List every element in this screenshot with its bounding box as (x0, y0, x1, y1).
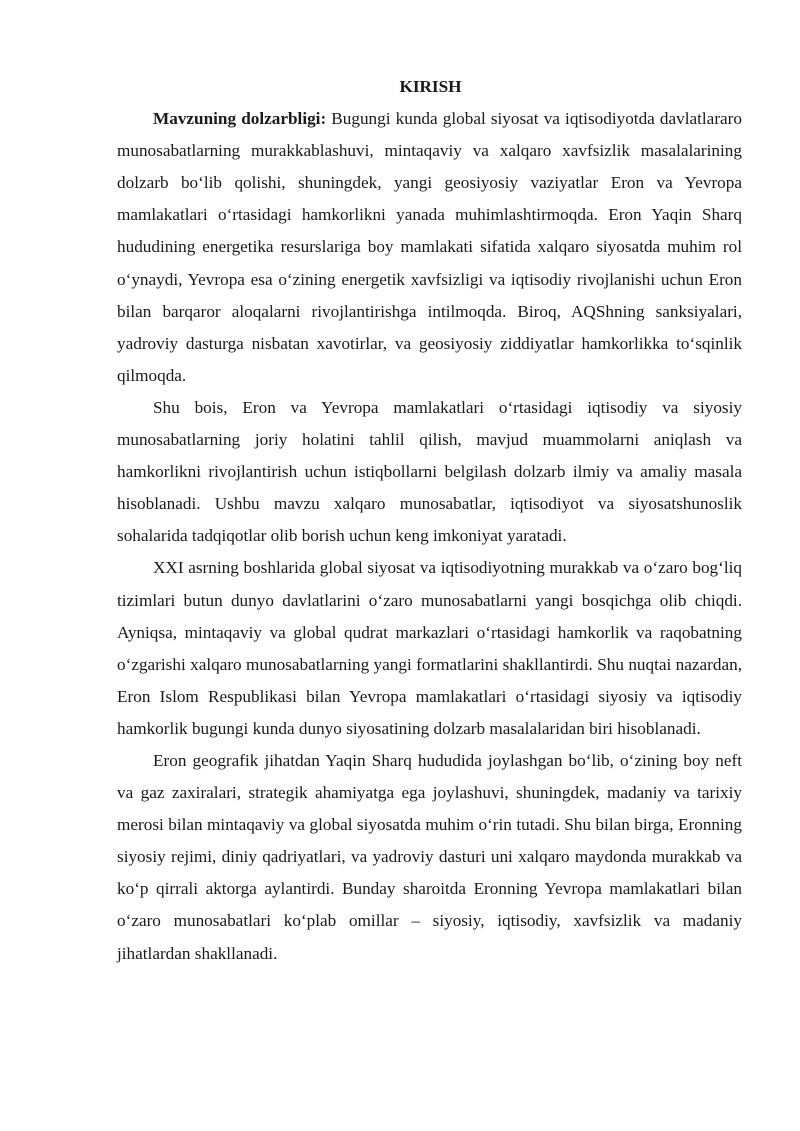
paragraph-relevance (117, 103, 742, 392)
paragraph (117, 552, 742, 745)
paragraph (117, 392, 742, 552)
paragraph (117, 745, 742, 970)
paragraph-text: Bugungi kunda global siyosat va iqtisodiyotda davlatlararo munosabatlarning murakkablashuvi, mintaqaviy va xalqaro xavfsizlik masalalarining dolzarb bo‘lib qolishi, shuningdek, yangi geosiyosiy vaziyatlar Eron va Yevropa mamlakatlari o‘rtasidagi hamkorlikni yanada muhimlashtirmoqda. Eron Yaqin Sharq hududining energetika resurslariga boy mamlakati sifatida xalqaro siyosatda muhim rol o‘ynaydi, Yevropa esa o‘zining energetik xavfsizligi va iqtisodiy rivojlanishi uchun Eron bilan barqaror aloqalarni rivojlantirishga intilmoqda. Biroq, AQShning sanksiyalari, yadroviy dasturga nisbatan xavotirlar, va geosiyosiy ziddiyatlar hamkorlikka to‘sqinlik qilmoqda. (117, 109, 742, 385)
document-body (117, 71, 742, 970)
paragraph-text: Eron geografik jihatdan Yaqin Sharq hududida joylashgan bo‘lib, o‘zining boy neft va gaz zaxiralari, strategik ahamiyatga ega joylashuvi, shuningdek, madaniy va tarixiy merosi bilan mintaqaviy va global siyosatda muhim o‘rin tutadi. Shu bilan birga, Eronning siyosiy rejimi, diniy qadriyatlari, va yadroviy dasturi uni xalqaro maydonda murakkab va ko‘p qirrali aktorga aylantirdi. Bunday sharoitda Eronning Yevropa mamlakatlari bilan o‘zaro munosabatlari ko‘plab omillar – siyosiy, iqtisodiy, xavfsizlik va madaniy jihatlardan shakllanadi. (117, 750, 742, 963)
paragraph-text: Shu bois, Eron va Yevropa mamlakatlari o‘rtasidagi iqtisodiy va siyosiy munosabatlarning joriy holatini tahlil qilish, mavjud muammolarni aniqlash va hamkorlikni rivojlantirish uchun istiqbollarni belgilash dolzarb ilmiy va amaliy masala hisoblanadi. Ushbu mavzu xalqaro munosabatlar, iqtisodiyot va siyosatshunoslik sohalarida tadqiqotlar olib borish uchun keng imkoniyat yaratadi. (117, 397, 742, 546)
paragraph-text: XXI asrning boshlarida global siyosat va iqtisodiyotning murakkab va o‘zaro bog‘liq tizimlari butun dunyo davlatlarini o‘zaro munosabatlarni yangi bosqichga olib chiqdi. Ayniqsa, mintaqaviy va global qudrat markazlari o‘rtasidagi hamkorlik va raqobatning o‘zgarishi xalqaro munosabatlarning yangi formatlarini shakllantirdi. Shu nuqtai nazardan, Eron Islom Respublikasi bilan Yevropa mamlakatlari o‘rtasidagi siyosiy va iqtisodiy hamkorlik bugungi kunda dunyo siyosatining dolzarb masalalaridan biri hisoblanadi. (117, 558, 742, 738)
paragraph-lead-label: Mavzuning dolzarbligi: (153, 109, 327, 129)
page-title: KIRISH (399, 77, 462, 96)
